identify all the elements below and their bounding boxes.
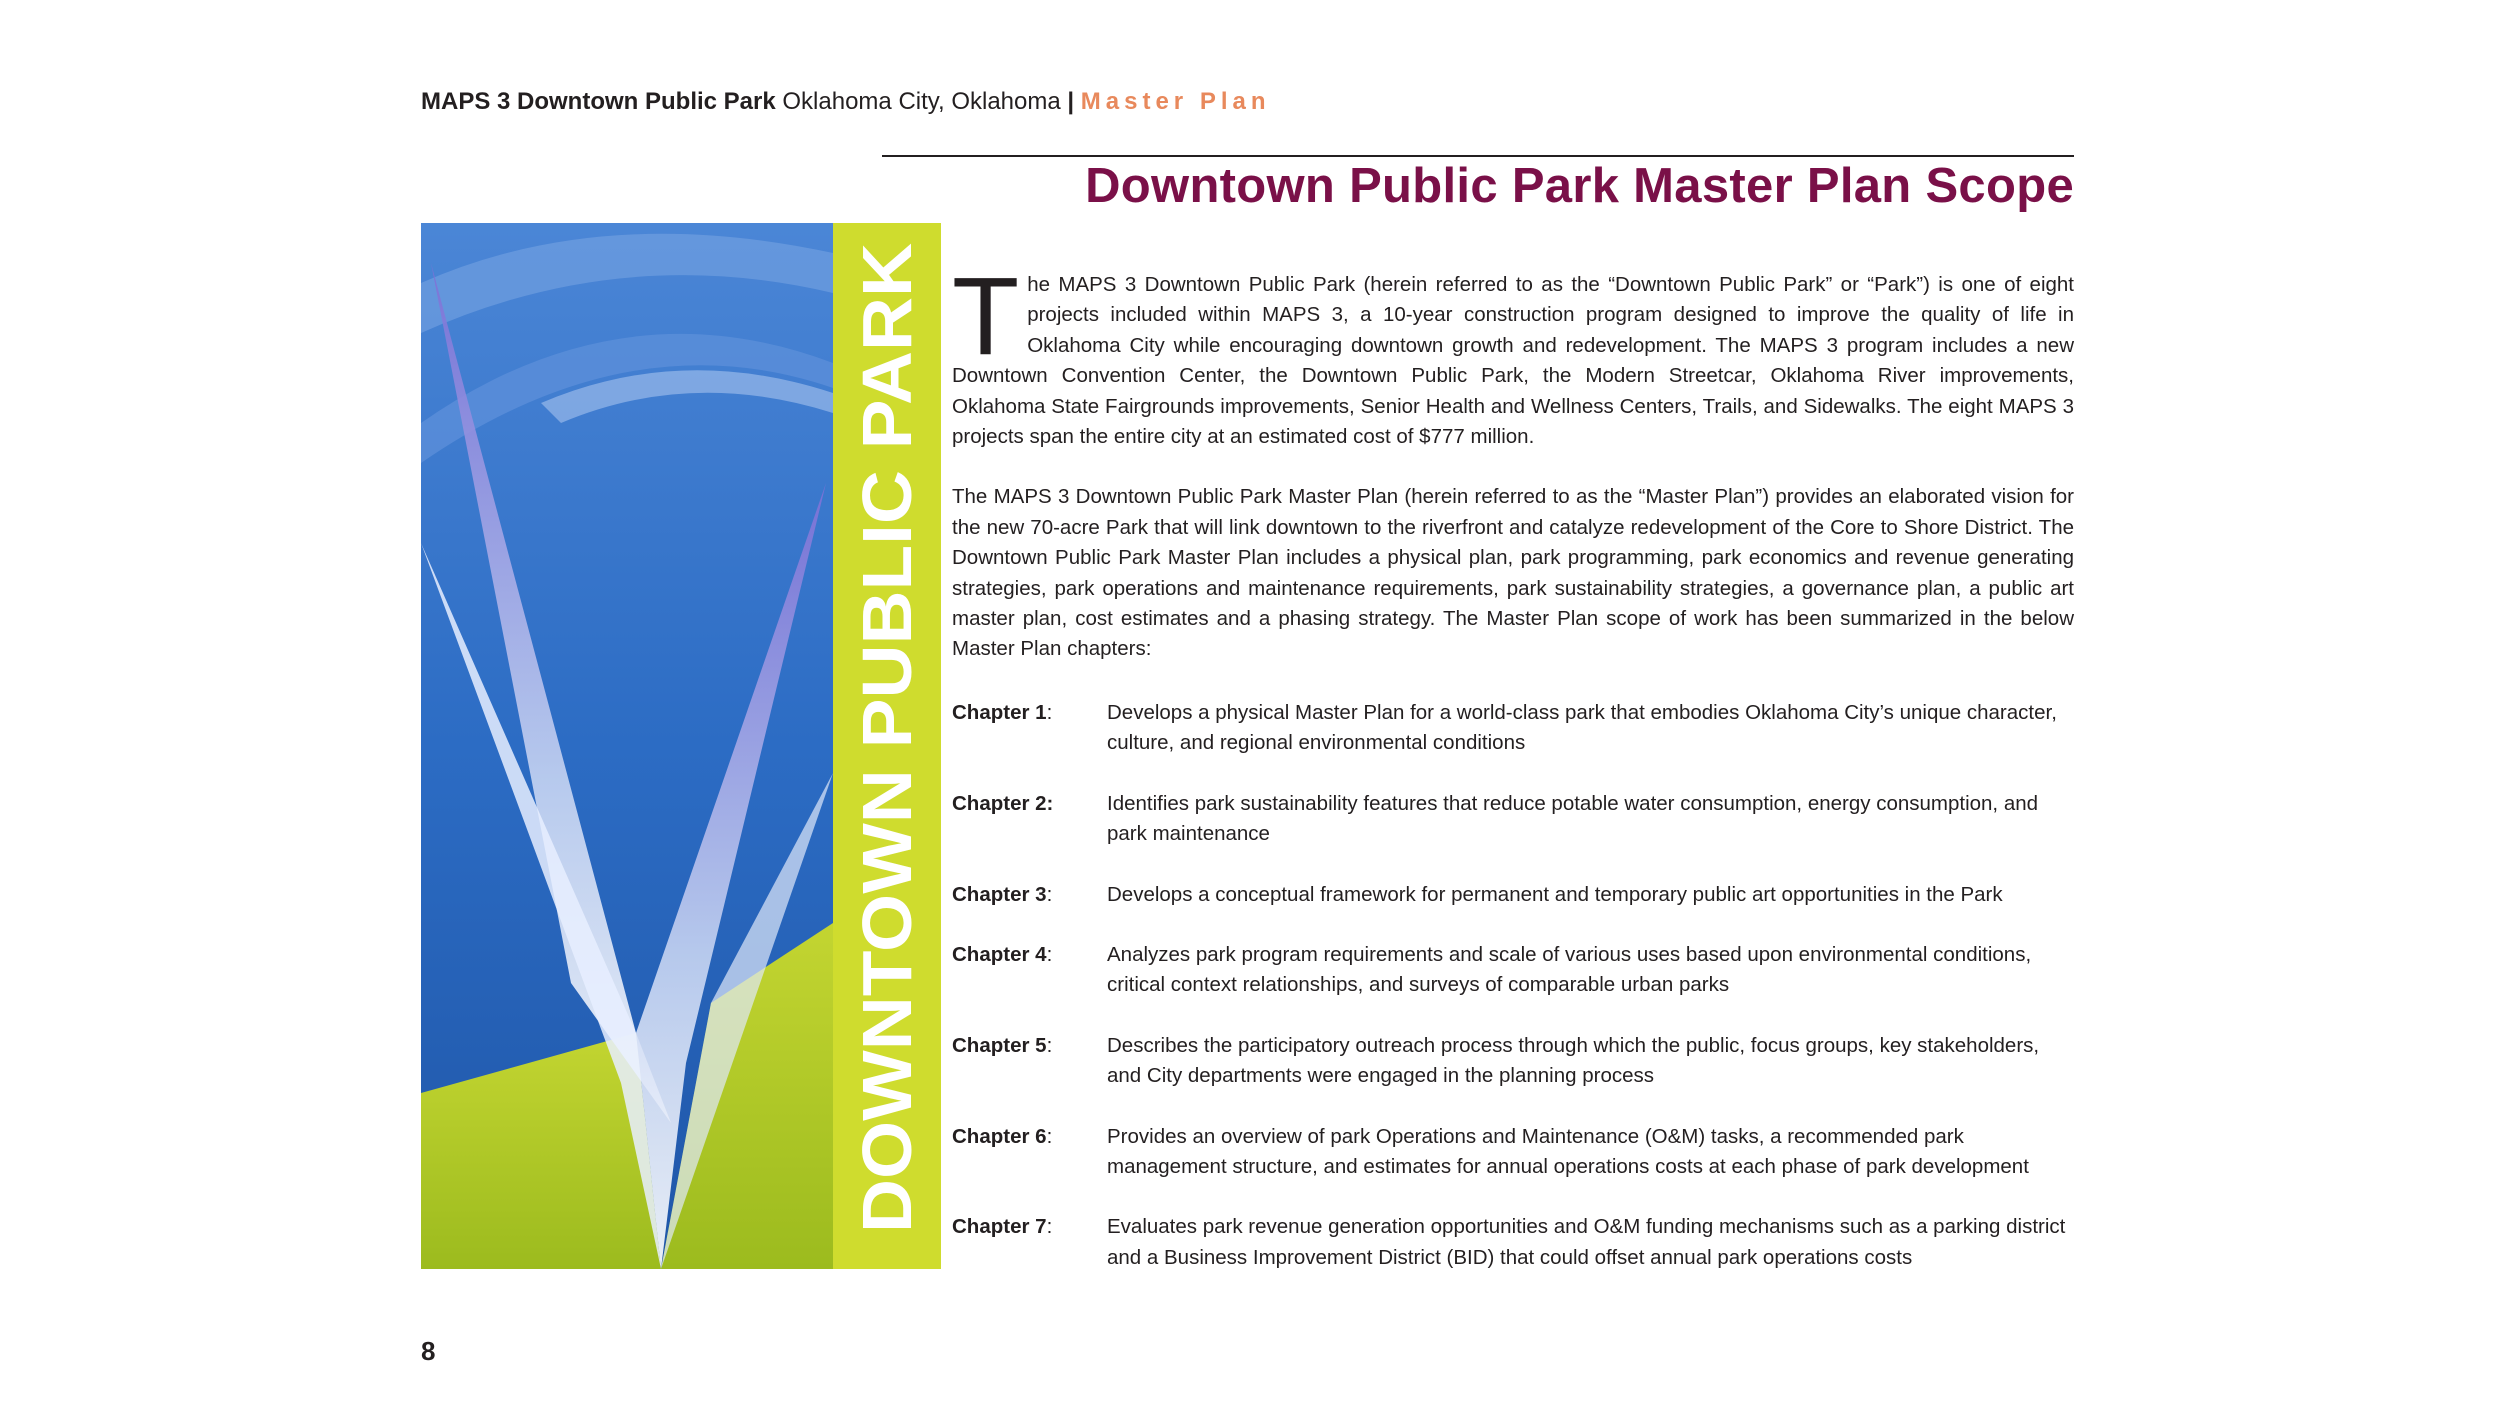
- header-location: Oklahoma City, Oklahoma: [782, 88, 1061, 115]
- page-number: 8: [421, 1336, 436, 1366]
- list-item: [952, 789, 2074, 850]
- title-rule: [882, 155, 2074, 157]
- chapter-label-suffix: :: [1046, 1215, 1053, 1239]
- downtown-park-banner-image: [421, 223, 941, 1269]
- chapter-label-suffix: :: [1046, 943, 1053, 967]
- list-item: [952, 698, 2074, 759]
- chapter-label: Chapter 5: [952, 1033, 1047, 1057]
- intro-paragraph-1: he MAPS 3 Downtown Public Park (herein referred to as the “Downtown Public Park” or “Park”) is one of eight projects included within MAPS 3, a 10-year construction program designed to improve the quality of life in Oklahoma City while encouraging downtown growth and redevelopment. The MAPS 3 program includes a new Downtown Convention Center, the Downtown Public Park, the Modern Streetcar, Oklahoma River improvements, Oklahoma State Fairgrounds improvements, Senior Health and Wellness Centers, Trails, and Sidewalks. The eight MAPS 3 projects span the entire city at an estimated cost of $777 million.: [952, 273, 2074, 449]
- chapter-label-suffix: :: [1046, 882, 1053, 906]
- chapter-label: Chapter 7: [952, 1215, 1047, 1239]
- intro-paragraph-2: The MAPS 3 Downtown Public Park Master Plan (herein referred to as the “Master Plan”) provides an elaborated vision for the new 70-acre Park that will link downtown to the riverfront and catalyze redevelopment of the Core to Shore District. The Downtown Public Park Master Plan includes a physical plan, park programming, park economics and revenue generating strategies, park operations and maintenance requirements, park sustainability strategies, a governance plan, a public art master plan, cost estimates and a phasing strategy. The Master Plan scope of work has been summarized in the below Master Plan chapters:: [952, 485, 2074, 661]
- chapter-description: Describes the participatory outreach process through which the public, focus groups, key stakeholders, and City departments were engaged in the planning process: [1107, 1033, 2040, 1088]
- chapter-label: Chapter 4: [952, 943, 1047, 967]
- chapter-description: Develops a conceptual framework for permanent and temporary public art opportunities in the Park: [1107, 882, 2003, 906]
- list-item: [952, 940, 2074, 1001]
- chapter-label-suffix: :: [1046, 1124, 1053, 1148]
- chapter-label-suffix: :: [1046, 1033, 1053, 1057]
- list-item: [952, 1122, 2074, 1183]
- chapter-label: Chapter 1: [952, 701, 1047, 724]
- chapter-description: Develops a physical Master Plan for a world-class park that embodies Oklahoma City’s unique character, culture, and regional environmental conditions: [1107, 701, 2057, 755]
- chapter-label: Chapter 6: [952, 1124, 1047, 1148]
- running-header: [421, 88, 1271, 116]
- chapter-label: Chapter 2:: [952, 791, 1054, 815]
- intro-text: [952, 255, 2074, 695]
- banner-title-text: DOWNTOWN PUBLIC PARK: [848, 306, 926, 1233]
- chapter-label-suffix: :: [1046, 701, 1053, 724]
- header-separator: |: [1067, 88, 1075, 115]
- chapter-list: [952, 698, 2074, 1273]
- page-title: Downtown Public Park Master Plan Scope: [1085, 159, 2074, 213]
- chapter-description: Provides an overview of park Operations and Maintenance (O&M) tasks, a recommended park management structure, and estimates for annual operations costs at each phase of park development: [1107, 1124, 2029, 1179]
- list-item: [952, 1031, 2074, 1092]
- chapter-description: Analyzes park program requirements and scale of various uses based upon environmental conditions, critical context relationships, and surveys of comparable urban parks: [1107, 943, 2032, 997]
- header-section: Master Plan: [1080, 88, 1271, 115]
- list-item: [952, 880, 2074, 910]
- list-item: [952, 1212, 2074, 1273]
- header-project: MAPS 3 Downtown Public Park: [421, 88, 776, 115]
- chapter-description: Evaluates park revenue generation opportunities and O&M funding mechanisms such as a parking district and a Business Improvement District (BID) that could offset annual park operations costs: [1107, 1215, 2066, 1269]
- chapter-label: Chapter 3: [952, 882, 1047, 906]
- chapter-description: Identifies park sustainability features that reduce potable water consumption, energy consumption, and park maintenance: [1107, 791, 2039, 846]
- drop-cap: T: [952, 255, 1020, 378]
